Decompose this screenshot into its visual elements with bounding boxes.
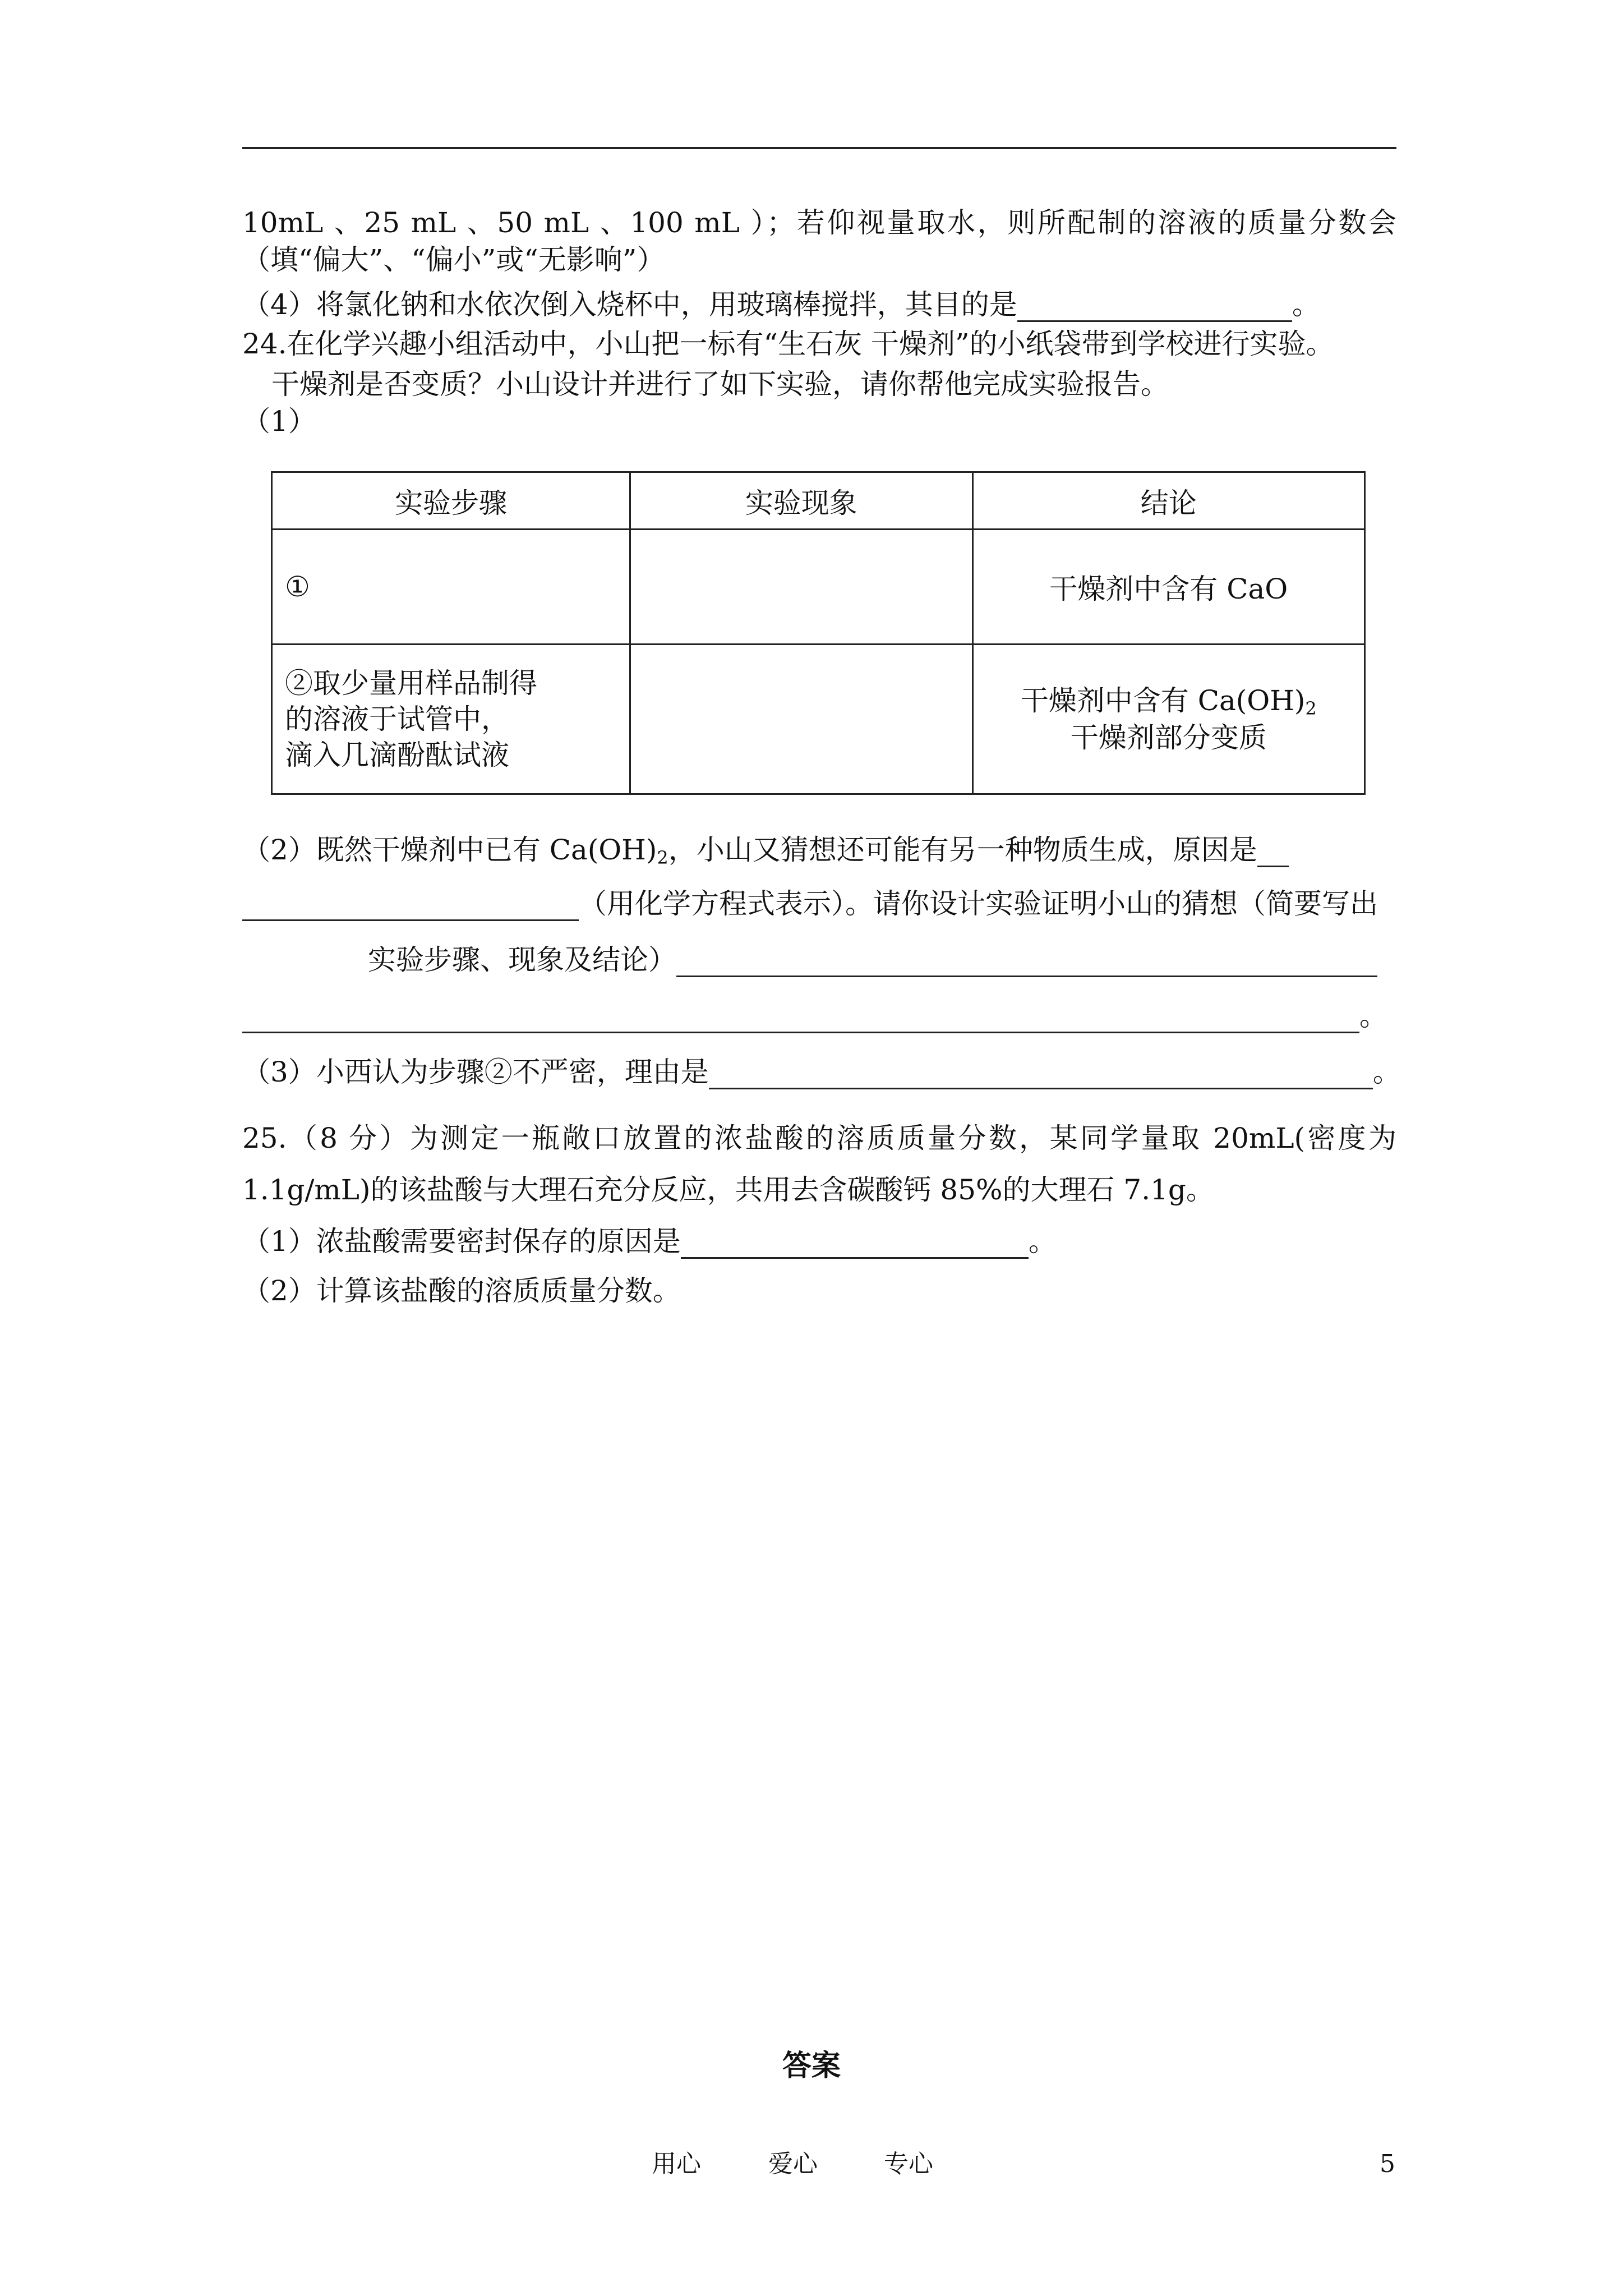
header-steps: 实验步骤 [272, 472, 630, 530]
row2-conclusion-line1 [974, 682, 1363, 719]
row1-step-cell[interactable]: ① [272, 530, 630, 645]
q24-sub2-line3-text: 实验步骤、现象及结论） [368, 944, 676, 976]
row2-conclusion-cell [972, 645, 1364, 794]
subscript: 2 [1305, 698, 1317, 719]
q23-text-line1: 10mL 、25 mL 、50 mL 、100 mL ）；若仰视量取水，则所配制的溶液的质量分数会 [242, 206, 1396, 239]
experiment-report-table [271, 471, 1366, 795]
row1-conclusion-cell: 干燥剂中含有 CaO [972, 530, 1364, 645]
q24-sub3-answer-blank[interactable] [709, 1060, 1373, 1089]
q24-sub2-line2 [242, 886, 1378, 921]
row2-step-line: 滴入几滴酚酞试液 [285, 739, 509, 771]
q24-sub3-text: （3）小西认为步骤②不严密，理由是 [242, 1056, 709, 1088]
answer-heading: 答案 [782, 2049, 841, 2083]
row1-phenomenon-cell[interactable] [630, 530, 973, 645]
q25-sub1-text: （1）浓盐酸需要密封保存的原因是 [242, 1225, 681, 1258]
q25-sub1 [242, 1224, 1057, 1259]
q24-design-blank-continued[interactable] [242, 1004, 1359, 1033]
subscript: 2 [657, 847, 668, 868]
footer-motto-2: 爱心 [768, 2150, 818, 2178]
q24-sub2-text-pre: （2）既然干燥剂中已有 Ca(OH) [242, 834, 657, 866]
q23-sub4-end: 。 [1292, 288, 1320, 321]
table-header-row [272, 472, 1365, 530]
footer-motto-1: 用心 [652, 2150, 701, 2178]
header-conclusion: 结论 [972, 472, 1364, 530]
q23-sub4-text: （4）将氯化钠和水依次倒入烧杯中，用玻璃棒搅拌，其目的是 [242, 288, 1017, 321]
q24-sub2-line1 [242, 832, 1289, 867]
q24-equation-blank[interactable] [242, 891, 579, 921]
row2-conclusion-text: 干燥剂中含有 Ca(OH) [1020, 684, 1306, 717]
q25-line1: 25.（8 分）为测定一瓶敞口放置的浓盐酸的溶质质量分数，某同学量取 20mL(密度为 [242, 1122, 1396, 1154]
page-number: 5 [1380, 2150, 1395, 2178]
header-rule [242, 147, 1396, 149]
row2-phenomenon-cell[interactable] [630, 645, 973, 794]
q24-sub2-line4 [242, 999, 1387, 1033]
q24-sub3 [242, 1055, 1401, 1089]
header-phenomena: 实验现象 [630, 472, 973, 530]
table-row [272, 530, 1365, 645]
q24-sub2-line3 [368, 942, 1377, 977]
q24-intro-line2: 干燥剂是否变质？小山设计并进行了如下实验，请你帮他完成实验报告。 [271, 368, 1169, 401]
row2-step-line: ②取少量用样品制得 [285, 667, 537, 700]
q23-sub4-answer-blank[interactable] [1017, 292, 1292, 322]
q23-sub4 [242, 287, 1320, 322]
q24-sub3-end: 。 [1372, 1056, 1401, 1088]
q24-part1-label: （1） [242, 405, 316, 438]
row2-conclusion-line2: 干燥剂部分变质 [1070, 721, 1267, 754]
table-row [272, 645, 1365, 794]
q24-sub2-line2-text: （用化学方程式表示）。请你设计实验证明小山的猜想（简要写出 [579, 887, 1378, 920]
footer-motto-3: 专心 [884, 2150, 933, 2178]
q24-sub2-text-post: ，小山又猜想还可能有另一种物质生成，原因是 [668, 834, 1257, 866]
q25-sub2: （2）计算该盐酸的溶质质量分数。 [242, 1274, 681, 1307]
q24-intro-line1: 24.在化学兴趣小组活动中，小山把一标有“生石灰 干燥剂”的小纸袋带到学校进行实验。 [242, 328, 1334, 360]
q25-sub1-end: 。 [1028, 1225, 1057, 1258]
q24-sub2-answer-blank-start[interactable] [1257, 838, 1289, 867]
row2-step-line: 的溶液于试管中， [285, 703, 509, 735]
q25-line2: 1.1g/mL)的该盐酸与大理石充分反应，共用去含碳酸钙 85%的大理石 7.1g。 [242, 1174, 1214, 1206]
q23-text-line2: （填“偏大”、“偏小”或“无影响”） [242, 243, 665, 276]
q24-design-blank[interactable] [676, 947, 1377, 977]
q25-sub1-answer-blank[interactable] [681, 1229, 1029, 1259]
q24-sub2-end: 。 [1359, 1000, 1387, 1032]
row2-step-cell [272, 645, 630, 794]
